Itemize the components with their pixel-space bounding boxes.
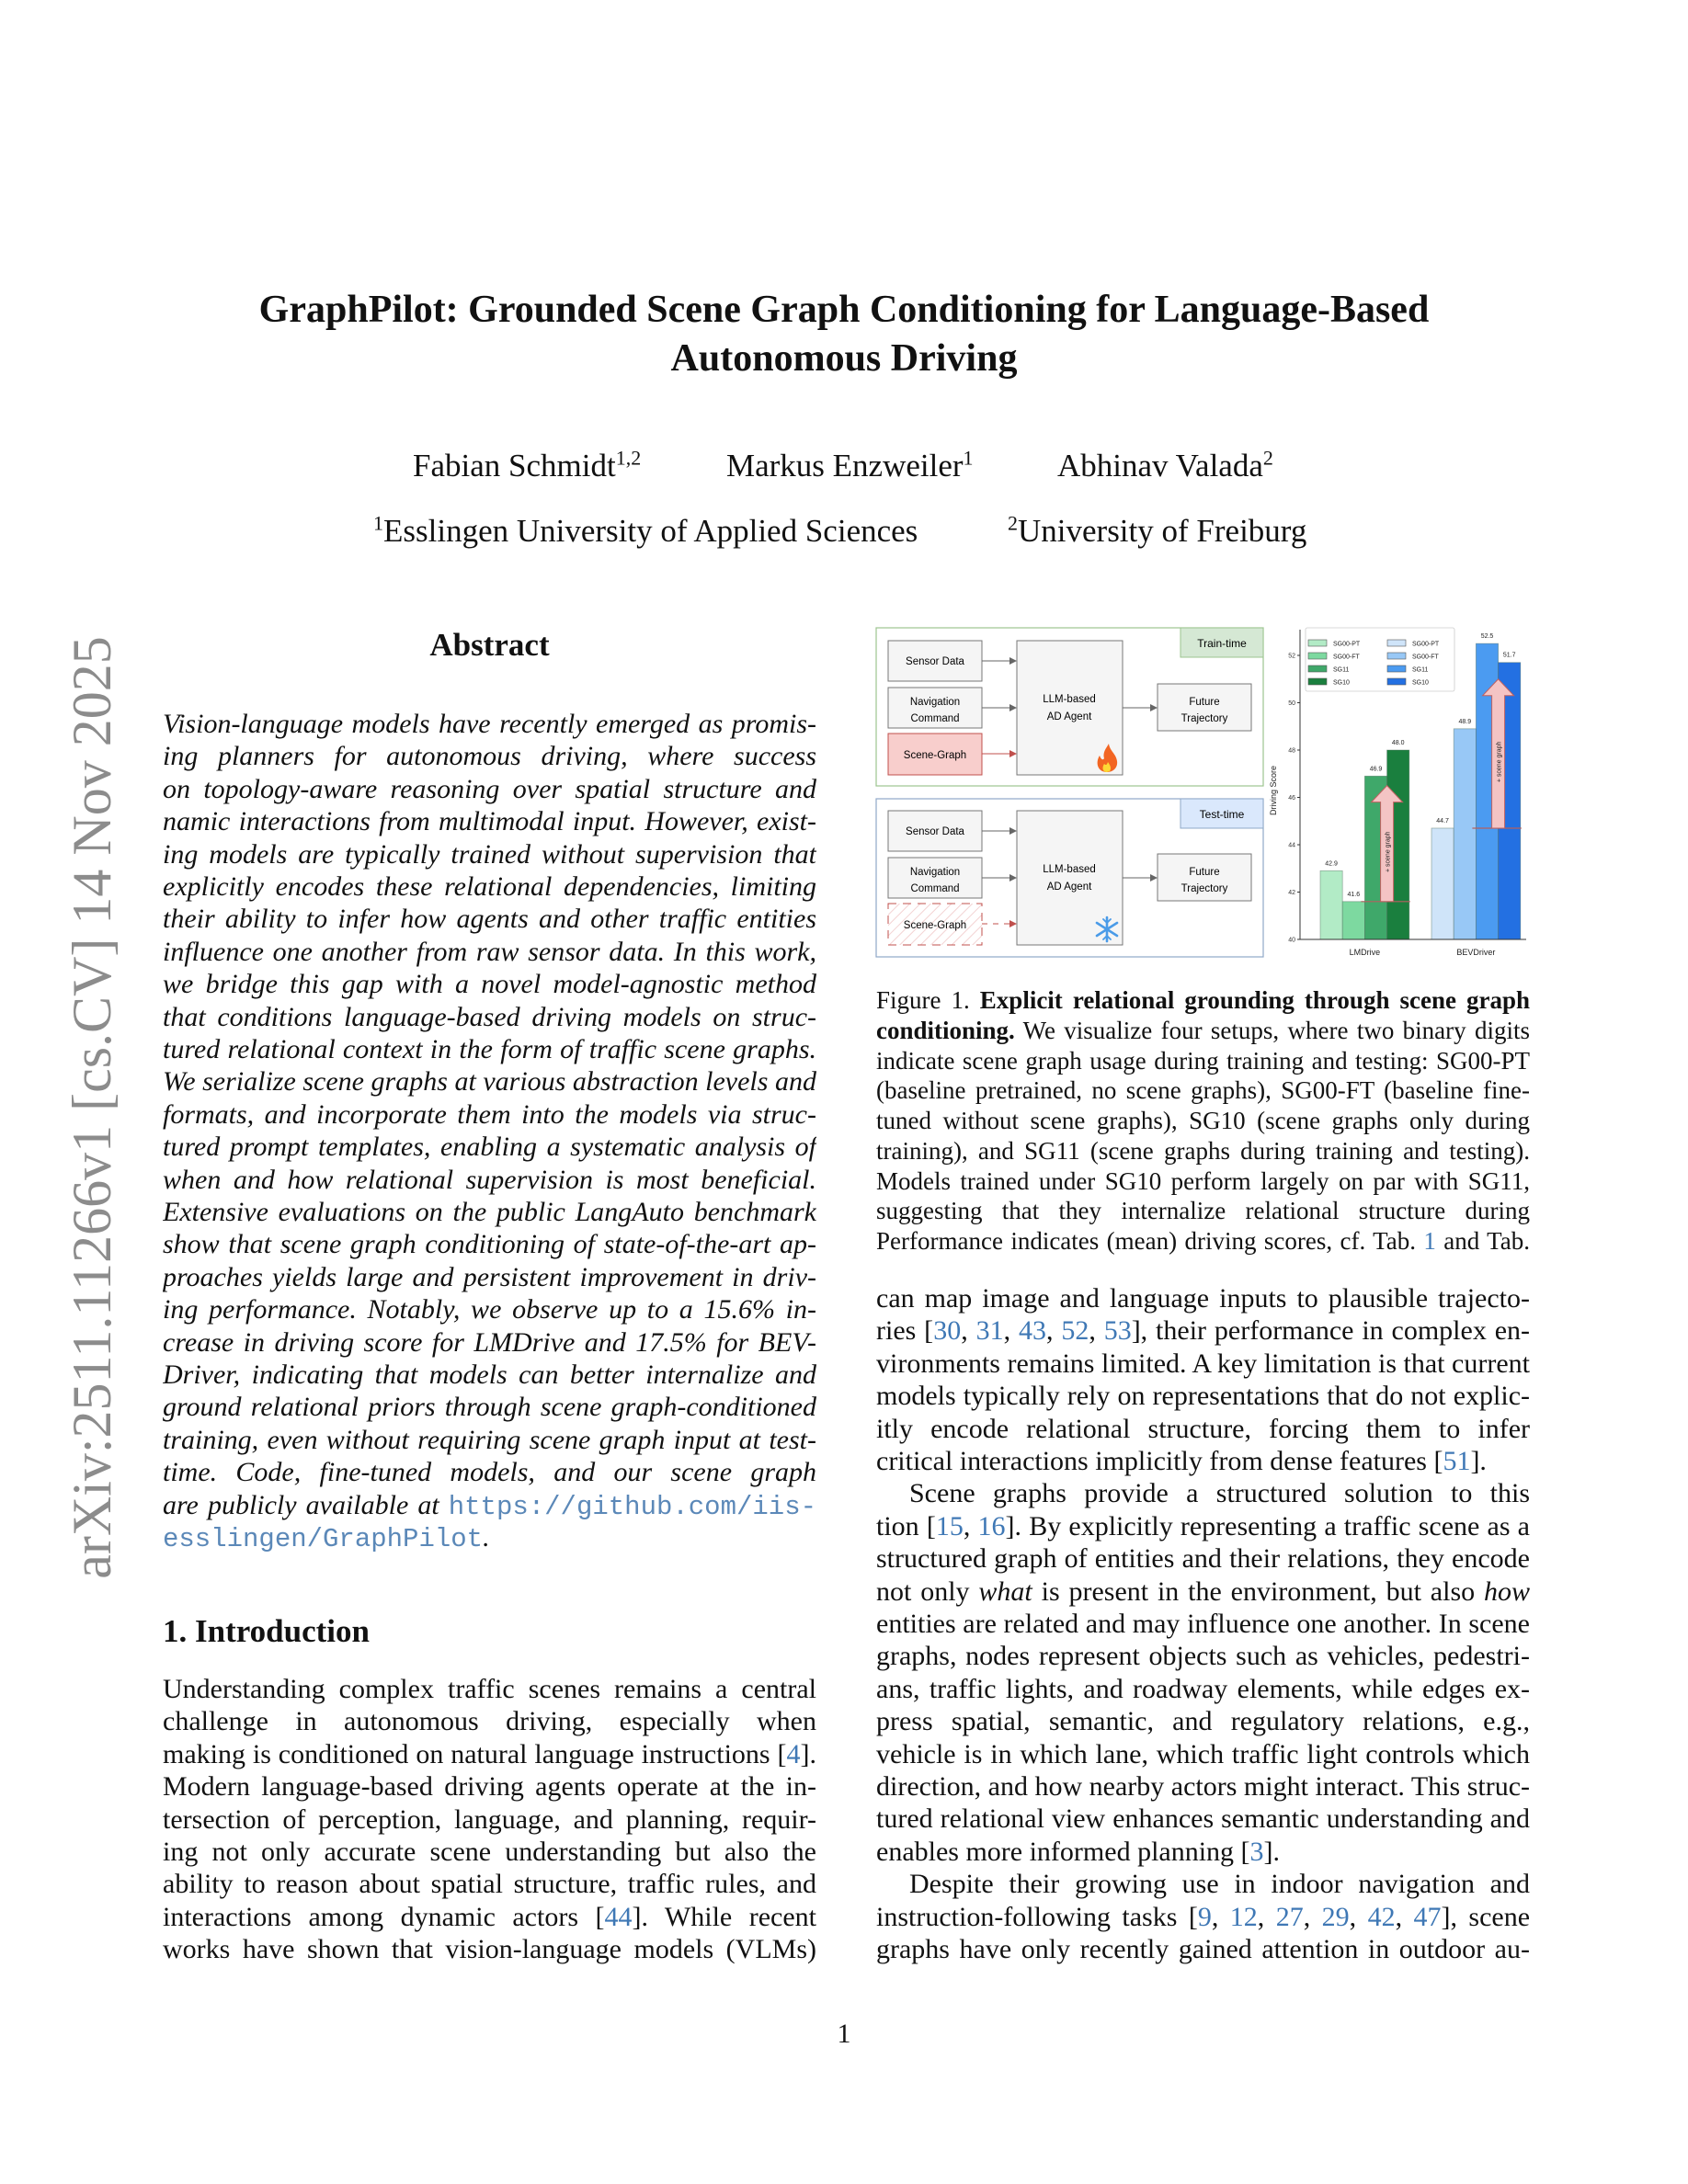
- author: [413, 448, 641, 484]
- text-segment: are publicly available at: [163, 1489, 449, 1520]
- citation-link[interactable]: 43: [1018, 1315, 1046, 1347]
- annotation-label: + scene graph: [1385, 831, 1392, 872]
- legend-swatch: [1308, 665, 1327, 672]
- bar-value-label: 46.9: [1369, 766, 1383, 773]
- navigation-command-box: Command: [910, 883, 960, 894]
- scene-graph-box: Scene-Graph: [903, 750, 967, 761]
- citation-link[interactable]: 12: [1229, 1901, 1258, 1932]
- bar-value-label: 48.9: [1458, 718, 1472, 725]
- sensor-data-box: Sensor Data: [906, 656, 964, 667]
- text-segment: and Tab.: [1435, 1227, 1530, 1255]
- text-line: Understanding complex traffic scenes remains a central: [163, 1674, 816, 1704]
- text-line: explicitly encodes these relational dependencies, limiting: [163, 871, 816, 902]
- arxiv-stamp: arXiv:2511.11266v1 [cs.CV] 14 Nov 2025: [62, 636, 122, 1579]
- text-line: formats, and incorporate them into the models via struc-: [163, 1098, 816, 1130]
- text-line: namic interactions from multimodal input. However, exist-: [163, 806, 816, 837]
- text-line: ans, traffic lights, and roadway elements, while edges ex-: [876, 1673, 1530, 1704]
- text-line: vironments remains limited. A key limitation is that current: [876, 1348, 1530, 1379]
- text-line: vehicle is in which lane, which traffic light controls which: [876, 1738, 1530, 1769]
- text-line: [163, 1521, 816, 1554]
- text-segment: Performance indicates (mean) driving scores, cf. Tab.: [876, 1227, 1424, 1255]
- text-line: tured prompt templates, enabling a systematic analysis of: [163, 1132, 816, 1163]
- bar-value-label: 52.5: [1480, 633, 1494, 641]
- y-tick-label: 48: [1288, 747, 1295, 755]
- y-tick-label: 46: [1288, 795, 1295, 802]
- y-tick-label: 52: [1288, 653, 1295, 660]
- abstract-heading: Abstract: [429, 627, 550, 663]
- text-segment: not only: [876, 1575, 979, 1607]
- introduction-heading: 1. Introduction: [163, 1613, 370, 1649]
- legend-swatch: [1387, 653, 1406, 659]
- text-segment: what: [978, 1575, 1032, 1607]
- future-trajectory-box: Trajectory: [1180, 883, 1228, 894]
- text-line: structured graph of entities and their relations, they encode: [876, 1543, 1530, 1575]
- text-line: ries [30, 31, 43, 52, 53], their performance in complex en-: [876, 1315, 1530, 1347]
- text-line: Driver, indicating that models can better internalize and: [163, 1359, 816, 1390]
- x-tick-label: LMDrive: [1349, 948, 1381, 957]
- text-line: critical interactions implicitly from dense features [51].: [876, 1446, 1487, 1476]
- legend-swatch: [1308, 678, 1327, 685]
- text-line: ing planners for autonomous driving, where success: [163, 741, 816, 772]
- text-line: entities are related and may influence one another. In scene: [876, 1609, 1530, 1639]
- bar-value-label: 41.6: [1347, 891, 1361, 898]
- text-line: when and how relational supervision is most beneficial.: [163, 1164, 816, 1195]
- text-line: Models trained under SG10 perform largely on par with SG11,: [876, 1166, 1530, 1195]
- text-line: time. Code, fine-tuned models, and our scene graph: [163, 1457, 816, 1488]
- paper-title-line-2: Autonomous Driving: [670, 337, 1018, 380]
- citation-link[interactable]: 52: [1061, 1315, 1089, 1347]
- legend-entry: SG11: [1333, 666, 1350, 674]
- navigation-command-box: Navigation: [909, 697, 961, 708]
- table-reference-link[interactable]: 1: [1423, 1227, 1436, 1255]
- text-line: indicate scene graph usage during training and testing: SG00-PT: [876, 1046, 1530, 1075]
- text-line: show that scene graph conditioning of state-of-the-art ap-: [163, 1229, 816, 1260]
- affiliation: [1008, 513, 1306, 550]
- llm-agent-box: AD Agent: [1046, 711, 1092, 722]
- citation-link[interactable]: 30: [933, 1315, 962, 1347]
- author-name: Fabian Schmidt: [413, 448, 616, 483]
- bar-value-label: 44.7: [1436, 817, 1449, 825]
- text-line: instruction-following tasks [9, 12, 27, 29, 42, 47], scene: [876, 1901, 1530, 1932]
- text-line: Vision-language models have recently emerged as promis-: [163, 709, 816, 739]
- text-line: can map image and language inputs to plausible trajecto-: [876, 1283, 1530, 1314]
- citation-link[interactable]: 53: [1103, 1315, 1132, 1347]
- citation-link[interactable]: 44: [604, 1901, 633, 1932]
- navigation-command-box: Command: [910, 713, 960, 724]
- citation-link[interactable]: 4: [786, 1738, 801, 1769]
- author: [1057, 448, 1273, 484]
- legend-entry: SG00-PT: [1412, 641, 1440, 648]
- legend-swatch: [1387, 665, 1406, 672]
- legend-swatch: [1308, 653, 1327, 659]
- text-line: Extensive evaluations on the public LangAuto benchmark: [163, 1197, 816, 1227]
- text-line: training, even without requiring scene graph input at test-: [163, 1424, 816, 1455]
- text-line: [876, 985, 1530, 1016]
- text-line: ground relational priors through scene graph-conditioned: [163, 1392, 816, 1423]
- text-line: enables more informed planning [3].: [876, 1836, 1281, 1867]
- text-line: tuned without scene graphs), SG10 (scene graphs only during: [876, 1107, 1530, 1134]
- text-line: challenge in autonomous driving, especially when: [163, 1706, 816, 1737]
- citation-link[interactable]: 47: [1413, 1901, 1442, 1932]
- text-line: (baseline pretrained, no scene graphs), SG00-FT (baseline fine-: [876, 1076, 1530, 1105]
- llm-agent-box: LLM-based: [1043, 694, 1096, 705]
- scene-graph-box-dashed: Scene-Graph: [903, 920, 967, 931]
- author-affiliation-mark: 1,2: [615, 446, 642, 470]
- driving-score-chart: [1260, 616, 1535, 965]
- bar-value-label: 48.0: [1391, 740, 1405, 746]
- text-line: on topology-aware reasoning over spatial structure and: [163, 773, 816, 804]
- sensor-data-box: Sensor Data: [906, 826, 964, 837]
- test-time-label: Test-time: [1199, 808, 1245, 821]
- annotation-label: + scene graph: [1496, 741, 1503, 783]
- bar-bevdriver-sg00-ft: [1454, 729, 1476, 939]
- citation-link[interactable]: 16: [977, 1510, 1006, 1541]
- text-segment: We visualize four setups, where two binary digits: [1014, 1016, 1530, 1044]
- text-line: Modern language-based driving agents operate at the in-: [163, 1771, 816, 1803]
- repository-link[interactable]: esslingen/GraphPilot: [163, 1524, 484, 1554]
- text-line: their ability to infer how agents and other traffic entities: [163, 904, 816, 935]
- affiliation: [373, 513, 918, 550]
- text-line: press spatial, semantic, and regulatory relations, e.g.,: [876, 1706, 1530, 1737]
- text-line: [876, 1016, 1530, 1046]
- text-line: tion [15, 16]. By explicitly representing a traffic scene as a: [876, 1510, 1530, 1541]
- y-tick-label: 50: [1288, 700, 1295, 707]
- bar-lmdrive-sg00-ft: [1342, 902, 1364, 939]
- text-line: interactions among dynamic actors [44]. While recent: [163, 1901, 816, 1932]
- affiliation-mark: 2: [1008, 511, 1018, 535]
- text-line: graphs, nodes represent objects such as vehicles, pedestri-: [876, 1641, 1530, 1672]
- text-segment: Figure 1.: [876, 986, 980, 1014]
- affiliation-mark: 1: [373, 511, 383, 535]
- text-line: Despite their growing use in indoor navigation and: [909, 1869, 1530, 1900]
- text-line: itly encode relational structure, forcing them to infer: [876, 1413, 1530, 1444]
- text-line: ing performance. Notably, we observe up to a 15.6% in-: [163, 1294, 816, 1325]
- author-affiliation-mark: 2: [1262, 446, 1273, 470]
- text-line: We serialize scene graphs at various abstraction levels and: [163, 1066, 816, 1098]
- text-line: that conditions language-based driving models on struc-: [163, 1001, 816, 1032]
- author-affiliation-mark: 1: [963, 446, 974, 470]
- train-time-label: Train-time: [1197, 637, 1247, 650]
- y-tick-label: 40: [1288, 937, 1295, 944]
- test-time-panel: [876, 799, 1263, 957]
- text-line: direction, and how nearby actors might interact. This struc-: [876, 1771, 1530, 1802]
- y-axis-label: Driving Score: [1269, 765, 1278, 816]
- citation-link[interactable]: 3: [1249, 1836, 1264, 1867]
- legend-entry: SG10: [1412, 679, 1429, 687]
- text-line: [876, 1226, 1530, 1257]
- text-line: training), and SG11 (scene graphs during training and testing).: [876, 1136, 1530, 1165]
- text-line: ing models are typically trained without supervision that: [163, 838, 816, 870]
- bar-bevdriver-sg00-pt: [1431, 828, 1454, 939]
- text-segment: how: [1484, 1575, 1530, 1607]
- citation-link[interactable]: 15: [935, 1510, 964, 1541]
- pipeline-diagram: [864, 616, 1269, 965]
- text-line: works have shown that vision-language models (VLMs): [163, 1934, 816, 1965]
- text-line: influence one another from raw sensor data. In this work,: [163, 936, 816, 967]
- text-segment: Explicit relational grounding through scene graph: [979, 986, 1530, 1014]
- text-line: proaches yields large and persistent improvement in driv-: [163, 1261, 816, 1292]
- legend-entry: SG00-PT: [1333, 641, 1361, 648]
- text-line: models typically rely on representations that do not explic-: [876, 1381, 1530, 1412]
- future-trajectory-box: Future: [1189, 697, 1220, 708]
- text-segment: .: [483, 1522, 490, 1553]
- llm-agent-box: LLM-based: [1043, 864, 1096, 875]
- legend-entry: SG00-FT: [1333, 654, 1360, 661]
- author: [726, 448, 974, 484]
- text-line: ability to reason about spatial structure, traffic rules, and: [163, 1869, 816, 1900]
- text-line: suggesting that they internalize relational structure during: [876, 1197, 1530, 1225]
- bar-lmdrive-sg00-pt: [1320, 870, 1342, 939]
- y-tick-label: 42: [1288, 890, 1295, 896]
- train-time-panel: [876, 628, 1263, 786]
- text-line: ing not only accurate scene understanding but also the: [163, 1837, 816, 1867]
- author-name: Markus Enzweiler: [726, 448, 964, 483]
- legend-swatch: [1387, 678, 1406, 685]
- text-line: [163, 1489, 816, 1522]
- citation-link[interactable]: 51: [1443, 1446, 1471, 1476]
- legend-entry: SG11: [1412, 666, 1429, 674]
- citation-link[interactable]: 42: [1367, 1901, 1396, 1932]
- page-number: 1: [837, 2019, 851, 2049]
- navigation-command-box: Navigation: [909, 867, 961, 878]
- text-line: [876, 1575, 1530, 1609]
- author-name: Abhinav Valada: [1057, 448, 1263, 483]
- text-line: tersection of perception, language, and planning, requir-: [163, 1803, 816, 1835]
- llm-agent-box: AD Agent: [1046, 882, 1092, 893]
- future-trajectory-box: Trajectory: [1180, 713, 1228, 724]
- citation-link[interactable]: 9: [1197, 1901, 1212, 1932]
- citation-link[interactable]: 29: [1321, 1901, 1350, 1932]
- bar-value-label: 51.7: [1502, 652, 1516, 659]
- legend-swatch: [1308, 640, 1327, 646]
- text-line: making is conditioned on natural language instructions [4].: [163, 1738, 816, 1769]
- text-line: Scene graphs provide a structured solution to this: [909, 1478, 1530, 1509]
- citation-link[interactable]: 27: [1275, 1901, 1304, 1932]
- text-line: graphs have only recently gained attention in outdoor au-: [876, 1934, 1530, 1964]
- bar-value-label: 42.9: [1325, 860, 1338, 868]
- text-segment: is present in the environment, but also: [1032, 1575, 1484, 1607]
- x-tick-label: BEVDriver: [1456, 948, 1496, 957]
- text-segment: conditioning.: [876, 1016, 1015, 1044]
- text-line: tured relational view enhances semantic understanding and: [876, 1803, 1530, 1835]
- affiliation-name: University of Freiburg: [1018, 513, 1307, 549]
- affiliation-name: Esslingen University of Applied Sciences: [383, 513, 918, 549]
- y-tick-label: 44: [1288, 842, 1295, 849]
- legend-entry: SG00-FT: [1412, 654, 1439, 661]
- future-trajectory-box: Future: [1189, 867, 1220, 878]
- text-line: crease in driving score for LMDrive and 17.5% for BEV-: [163, 1326, 816, 1358]
- citation-link[interactable]: 31: [975, 1315, 1004, 1347]
- text-line: tured relational context in the form of traffic scene graphs.: [163, 1034, 816, 1064]
- paper-title-line-1: GraphPilot: Grounded Scene Graph Conditioning for Language-Based: [258, 289, 1430, 331]
- repository-link[interactable]: https://github.com/iis-: [448, 1491, 816, 1522]
- text-line: we bridge this gap with a novel model-agnostic method: [163, 969, 816, 1000]
- legend-entry: SG10: [1333, 679, 1350, 687]
- legend-swatch: [1387, 640, 1406, 646]
